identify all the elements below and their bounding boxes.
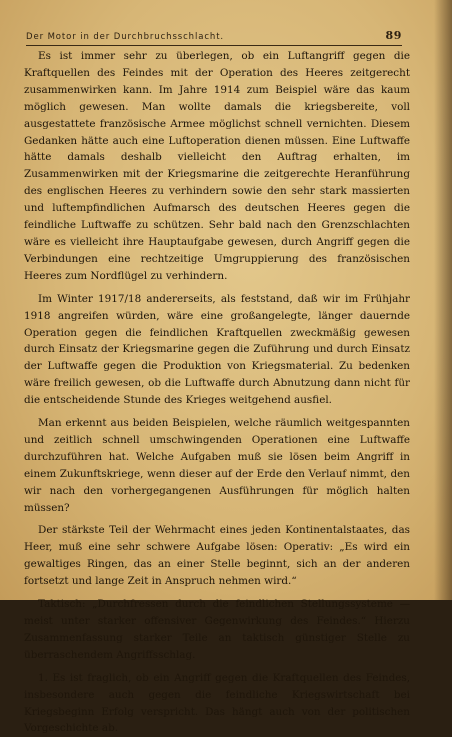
running-title: Der Motor in der Durchbruchsschlacht.	[26, 32, 225, 42]
paragraph-5: Taktisch: „Durchfressen durch die feindlichen Stellungssysteme — meist unter starker offensiver Gegenwirkung des Feindes.“ Hierzu Zusammenfassung starker Teile an taktisch günstiger Stelle zu überraschendem Angriffsschlag.	[24, 598, 410, 661]
page-body	[24, 48, 410, 735]
paragraph-1: Es ist immer sehr zu überlegen, ob ein Luftangriff gegen die Kraftquellen des Feindes mit der Operation des Heeres zeitgerecht zusammenwirken kann. Im Jahre 1914 zum Beispiel wäre das kaum möglich gewesen. Man wollte damals die kriegsbereite, voll ausgestattete französische Armee möglichst schnell vernichten. Diesem Gedanken hätte auch eine Luftoperation dienen müssen. Eine Luftwaffe hätte damals deshalb vielleicht den Auftrag erhalten, im Zusammenwirken mit der Kriegsmarine die zeitgerechte Heranführung des englischen Heeres zu verhindern sowie den sehr stark massierten und luftempfindlichen Aufmarsch des deutschen Heeres gegen die feindliche Luftwaffe zu schützen. Sehr bald nach den Grenzschlachten wäre es vielleicht ihre Hauptaufgabe gewesen, durch Angriff gegen die Verbindungen eine rechtzeitige Umgruppierung des französischen Heeres zum Nordflügel zu verhindern.	[24, 50, 410, 282]
paragraph-2: Im Winter 1917/18 andererseits, als feststand, daß wir im Frühjahr 1918 angreifen würden, wäre eine großangelegte, länger dauernde Operation gegen die feindlichen Kraftquellen zweckmäßig gewesen durch Einsatz der Kriegsmarine gegen die Zuführung und durch Einsatz der Luftwaffe gegen die Produktion von Kriegsmaterial. Zu bedenken wäre freilich gewesen, ob die Luftwaffe durch Abnutzung dann nicht für die entscheidende Stunde des Krieges weitgehend ausfiel.	[24, 292, 410, 407]
paragraph-4: Der stärkste Teil der Wehrmacht eines jeden Kontinentalstaates, das Heer, muß eine sehr schwere Aufgabe lösen: Operativ: „Es wird ein gewaltiges Ringen, das an einer Stelle beginnt, sich an der anderen fortsetzt und lange Zeit in Anspruch nehmen wird.“	[24, 524, 410, 588]
paragraph-6: 1. Es ist fraglich, ob ein Angriff gegen die Kraftquellen des Feindes, insbesondere auch gegen die feindliche Kriegswirtschaft bei Kriegsbeginn Erfolg verspricht. Das hängt auch von der politischen Vorgeschichte ab.	[24, 671, 410, 735]
running-header	[26, 29, 402, 46]
page-number: 89	[385, 29, 402, 42]
paragraph-3: Man erkennt aus beiden Beispielen, welche räumlich weitgespannten und zeitlich schnell umschwingenden Operationen eine Luftwaffe durchzuführen hat. Welche Aufgaben muß sie lösen beim Angriff in einem Zukunftskriege, wenn dieser auf der Erde den Verlauf nimmt, den wir nach den vorhergegangenen Ausführungen für möglich halten müssen?	[24, 417, 410, 514]
page-edge-shadow	[434, 0, 452, 600]
